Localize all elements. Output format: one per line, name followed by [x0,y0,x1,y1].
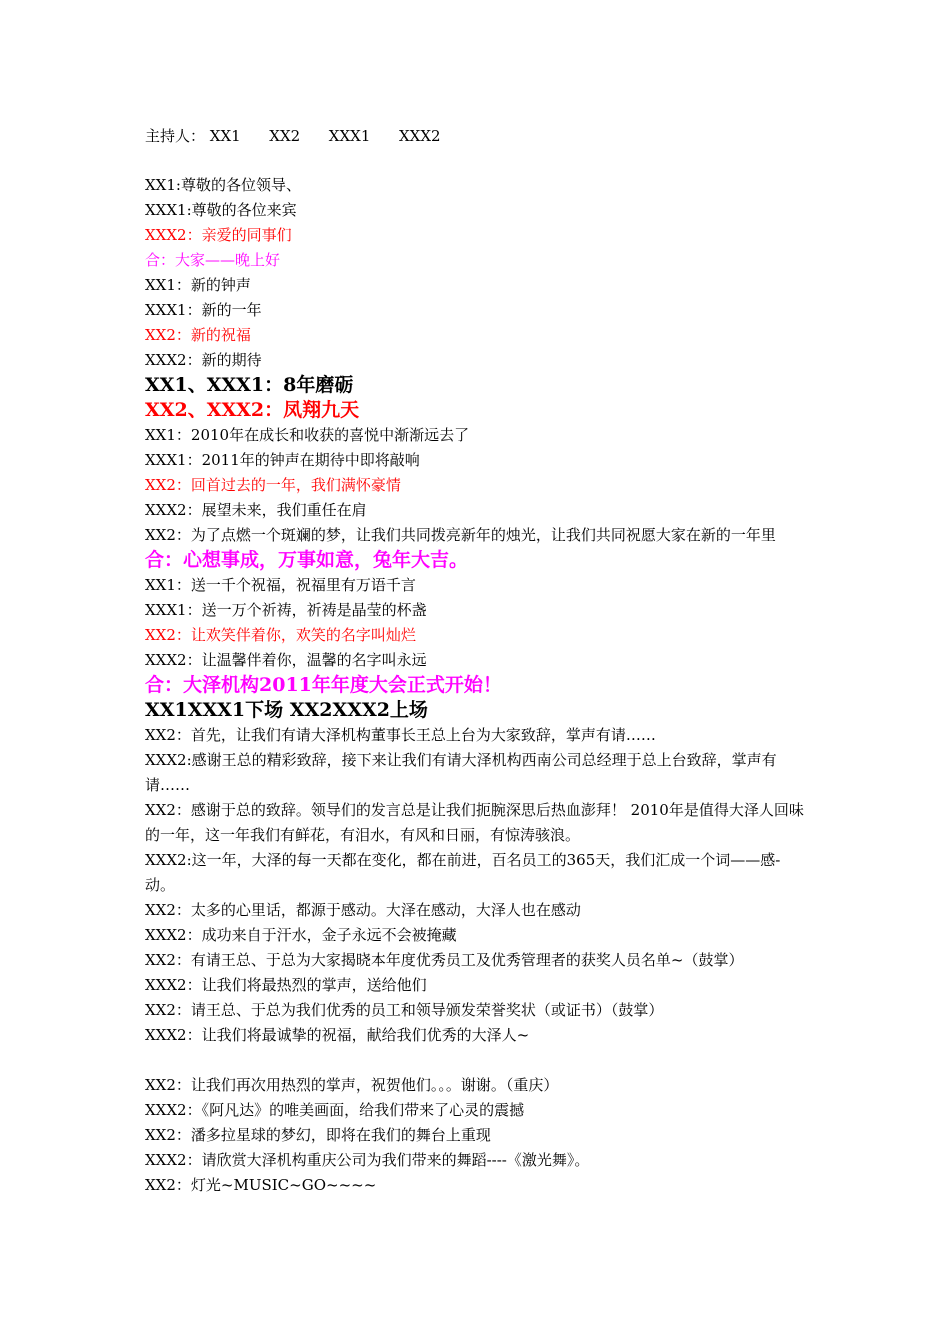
script-line: XX1：新的钟声 [145,276,251,294]
script-line: XXX2：让我们将最热烈的掌声，送给他们 [145,976,427,994]
script-line: XXX2:感谢王总的精彩致辞，接下来让我们有请大泽机构西南公司总经理于总上台致辞，掌声有请…… [145,751,777,794]
script-line: XX1：2010年在成长和收获的喜悦中渐渐远去了 [145,426,470,444]
script-line: XX2：有请王总、于总为大家揭晓本年度优秀员工及优秀管理者的获奖人员名单~（鼓掌） [145,951,744,969]
script-line: XX2：感谢于总的致辞。领导们的发言总是让我们扼腕深思后热血澎拜！ 2010年是值得大泽人回味的一年，这一年我们有鲜花，有泪水，有风和日丽，有惊涛骇浪。 [145,801,804,844]
script-line: XXX2：成功来自于汗水，金子永远不会被掩藏 [145,926,457,944]
chorus-heading: 合：心想事成，万事如意，兔年大吉。 [145,549,469,571]
script-line: XX2：太多的心里话，都源于感动。大泽在感动，大泽人也在感动 [145,901,581,919]
script-line: XX2：潘多拉星球的梦幻，即将在我们的舞台上重现 [145,1126,491,1144]
script-line: XXX2：请欣赏大泽机构重庆公司为我们带来的舞蹈----《激光舞》。 [145,1151,590,1169]
script-line: XX2：为了点燃一个斑斓的梦，让我们共同拨亮新年的烛光，让我们共同祝愿大家在新的一年里 [145,526,776,544]
script-line: XX2：让我们再次用热烈的掌声，祝贺他们。。。谢谢。（重庆） [145,1076,559,1094]
script-line: XXX1:尊敬的各位来宾 [145,201,297,219]
hosts-line: 主持人： XX1 XX2 XXX1 XXX2 [145,127,441,145]
script-line: XXX2：让我们将最诚挚的祝福，献给我们优秀的大泽人~ [145,1026,530,1044]
script-line: XXX2：新的期待 [145,351,262,369]
script-line: XX2：请王总、于总为我们优秀的员工和领导颁发荣誉奖状（或证书）（鼓掌） [145,1001,664,1019]
script-line: XXX1：送一万个祈祷，祈祷是晶莹的杯盏 [145,601,427,619]
script-line: XXX2：展望未来，我们重任在肩 [145,501,367,519]
script-line: XX2：新的祝福 [145,326,251,344]
script-line: XXX2：《阿凡达》的唯美画面，给我们带来了心灵的震撼 [145,1101,525,1119]
script-line: XX1：送一千个祝福，祝福里有万语千言 [145,576,416,594]
heading-line: XX1、XXX1：8年磨砺 [145,374,354,396]
blank-line [145,1048,810,1073]
script-line: XXX2：让温馨伴着你，温馨的名字叫永远 [145,651,427,669]
script-line: XX2：灯光~MUSIC~GO~~~~ [145,1176,377,1194]
script-line: XX1:尊敬的各位领导、 [145,176,301,194]
script-line: XXX2：亲爱的同事们 [145,226,292,244]
script-line: XX2：让欢笑伴着你，欢笑的名字叫灿烂 [145,626,416,644]
chorus-heading: 合：大泽机构2011年年度大会正式开始！ [145,674,502,696]
heading-line: XX2、XXX2：凤翔九天 [145,399,360,421]
script-line: XXX2:这一年，大泽的每一天都在变化，都在前进，百名员工的365天，我们汇成一个词——感-动。 [145,851,781,894]
script-line: XXX1：新的一年 [145,301,262,319]
script-line: 合：大家——晚上好 [145,251,281,269]
script-line: XXX1：2011年的钟声在期待中即将敲响 [145,451,420,469]
document-page [145,124,810,1198]
script-line: XX2：回首过去的一年，我们满怀豪情 [145,476,401,494]
script-line: XX2：首先，让我们有请大泽机构董事长王总上台为大家致辞，掌声有请…… [145,726,656,744]
heading-line: XX1XXX1下场 XX2XXX2上场 [145,699,428,721]
